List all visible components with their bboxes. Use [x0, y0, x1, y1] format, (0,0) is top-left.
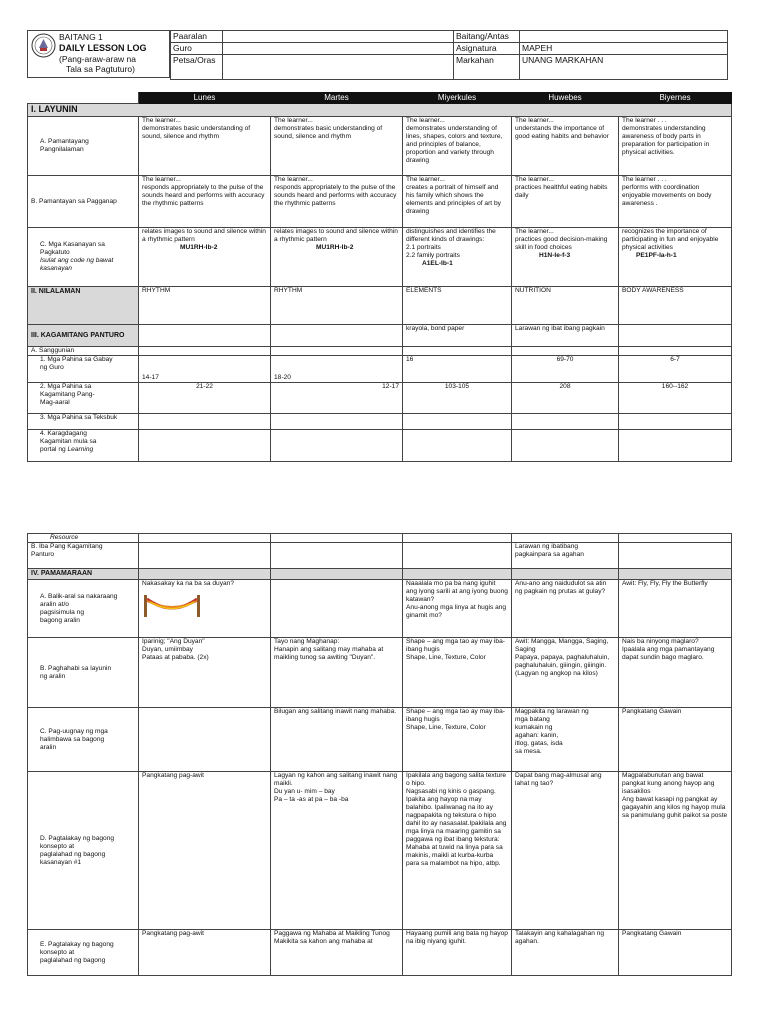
cell-kasanayan-martes — [271, 228, 403, 287]
section-pamamaraan: IV. PAMAMARAAN — [28, 569, 139, 580]
cell-balik-aral-lunes — [139, 580, 271, 638]
kasanayan-code: MU1RH-Ib-2 — [180, 244, 218, 251]
corner-cell — [28, 93, 139, 104]
cell-nilalaman-huwebes: NUTRITION — [512, 287, 619, 325]
cell-kagamitan-martes — [271, 325, 403, 347]
dll-subtitle-2: Tala sa Pagtuturo) — [66, 64, 135, 74]
cell-pamantayang-huwebes: The learner... understands the importance of good eating habits and behavior — [512, 117, 619, 176]
cell-balik-aral-biyernes: Awit: Fly, Fly, Fly the Butterfly — [619, 580, 732, 638]
cell-kagamitan-biyernes — [619, 325, 732, 347]
kasanayan-code: A1EL-Ib-1 — [422, 260, 453, 267]
label-pagtalakay-1: D. Pagtalakay ng bagong konsepto at paglalahad ng bagong kasanayan #1 — [28, 772, 139, 930]
cell-gabay-biyernes: 6-7 — [619, 356, 732, 383]
day-header-huwebes: Huwebes — [512, 93, 619, 104]
lesson-log-table-1 — [27, 92, 732, 462]
section-kagamitang-panturo: III. KAGAMITANG PANTURO — [28, 325, 139, 347]
cell-iba-pang-lunes — [139, 543, 271, 569]
cell-gabay-martes: 18-20 — [271, 356, 403, 383]
cell-pagganap-martes: The learner... responds appropriately to the pulse of the sounds heard and performs with accuracy the rhythmic patterns — [271, 176, 403, 228]
cell-pamantayang-lunes: The learner... demonstrates basic understanding of sound, silence and rhythm — [139, 117, 271, 176]
cell-nilalaman-lunes: RHYTHM — [139, 287, 271, 325]
cell-gabay-huwebes: 69-70 — [512, 356, 619, 383]
day-header-miyerkules: Miyerkules — [403, 93, 512, 104]
label-karagdagang-kagamitan — [28, 430, 139, 462]
cell-kasanayan-miyerkules — [403, 228, 512, 287]
kasanayan-label-text: C. Mga Kasanayan sa Pagkatuto — [40, 241, 105, 256]
markahan-field[interactable]: UNANG MARKAHAN — [520, 55, 728, 80]
label-pag-uugnay: C. Pag-uugnay ng mga halimbawa sa bagong aralin — [28, 708, 139, 772]
kasanayan-text: recognizes the importance of participating in fun and enjoyable physical activities — [622, 228, 719, 251]
kasanayan-text: relates images to sound and silence within a rhythmic pattern — [142, 228, 266, 243]
dll-subtitle-1: (Pang-araw-araw na — [59, 54, 137, 64]
cell-pagtalakay2-huwebes: Talakayin ang kahalagahan ng agahan. — [512, 930, 619, 976]
paaralan-label: Paaralan — [171, 31, 223, 43]
petsa-field[interactable] — [223, 55, 454, 80]
cell-kagamitan-lunes — [139, 325, 271, 347]
cell-pagganap-lunes: The learner... responds appropriately to the pulse of the sounds heard and performs with accuracy the rhythmic patterns — [139, 176, 271, 228]
deped-seal-icon — [31, 33, 56, 58]
petsa-label: Petsa/Oras — [171, 55, 223, 80]
label-resource: Resource — [28, 534, 139, 543]
lesson-log-table-2 — [27, 533, 732, 976]
dll-title: DAILY LESSON LOG — [59, 43, 147, 53]
asignatura-field[interactable]: MAPEH — [520, 43, 728, 55]
cell-gabay-lunes: 14-17 — [139, 356, 271, 383]
cell-pagtalakay2-miyerkules: Hayaang pumili ang bata ng hayop na ibig niyang iguhit. — [403, 930, 512, 976]
cell-pagtalakay1-lunes: Pangkatang pag-awit — [139, 772, 271, 930]
cell-pag-uugnay-miyerkules: Shape – ang mga tao ay may iba-ibang hugis Shape, Line, Texture, Color — [403, 708, 512, 772]
cell-pagtalakay2-lunes: Pangkatang pag-awit — [139, 930, 271, 976]
cell-pagtalakay1-biyernes: Magpalabunutan ang bawat pangkat kung anong hayop ang isasakilos Ang bawat kasapi ng pangkat ay gagayahin ang kilos ng hayop mula sa panimulang guhit paikot sa poste — [619, 772, 732, 930]
cell-iba-pang-martes — [271, 543, 403, 569]
cell-paghahabi-martes: Tayo nang Maghanap: Hanapin ang salitang may mahaba at maikling tunog sa awiting "Duyan". — [271, 638, 403, 708]
cell-pagtalakay2-biyernes: Pangkatang Gawain — [619, 930, 732, 976]
kasanayan-text: The learner... practices good decision-making skill in food choices — [515, 228, 608, 251]
markahan-label: Markahan — [454, 55, 520, 80]
kasanayan-label-note: Isulat ang code ng bawat kasanayan — [40, 257, 114, 272]
cell-kag-pang-mag-aaral-lunes: 21-22 — [139, 383, 271, 414]
label-paghahabi: B. Paghahabi sa layunin ng aralin — [28, 638, 139, 708]
section-nilalaman: II. NILALAMAN — [28, 287, 139, 325]
baitang-antas-field[interactable] — [520, 31, 728, 43]
kasanayan-code: PE1PF-Ia-h-1 — [636, 252, 677, 259]
cell-nilalaman-martes: RHYTHM — [271, 287, 403, 325]
cell-paghahabi-lunes: Iparinig; "Ang Duyan" Duyan, umiimbay Pataas at pababa. (2x) — [139, 638, 271, 708]
guro-field[interactable] — [223, 43, 454, 55]
day-header-lunes: Lunes — [139, 93, 271, 104]
cell-balik-aral-miyerkules: Naaalala mo pa ba nang iguhit ang iyong sarili at ang iyong buong katawan? Anu-anong mga linya at hugis ang ginamit mo? — [403, 580, 512, 638]
cell-gabay-miyerkules: 16 — [403, 356, 512, 383]
label-pamantayang-pangnilalaman: A. Pamantayang Pangnilalaman — [28, 117, 139, 176]
cell-kasanayan-huwebes — [512, 228, 619, 287]
label-kasanayan-sa-pagkatuto — [28, 228, 139, 287]
cell-kag-pang-mag-aaral-huwebes: 208 — [512, 383, 619, 414]
label-pamantayan-sa-pagganap: B. Pamantayan sa Pagganap — [28, 176, 139, 228]
paaralan-field[interactable] — [223, 31, 454, 43]
cell-balik-aral-martes — [271, 580, 403, 638]
cell-pagtalakay2-martes: Paggawa ng Mahaba at Maikling Tunog Makikita sa kahon ang mahaba at — [271, 930, 403, 976]
hammock-icon — [142, 591, 202, 619]
cell-balik-aral-huwebes: Anu-ano ang naidudulot sa atin ng pagkain ng prutas at gulay? — [512, 580, 619, 638]
cell-pagtalakay1-huwebes: Dapat bang mag-almusal ang lahat ng tao? — [512, 772, 619, 930]
cell-kag-pang-mag-aaral-martes: 12-17 — [271, 383, 403, 414]
cell-pag-uugnay-biyernes: Pangkatang Gawain — [619, 708, 732, 772]
kasanayan-text: distinguishes and identifies the different kinds of drawings: 2.1 portraits 2.2 family portraits — [406, 228, 496, 259]
cell-pamantayang-miyerkules: The learner... demonstrates understanding of lines, shapes, colors and texture, and principles of balance, proportion and variety through drawing — [403, 117, 512, 176]
baitang-label: BAITANG 1 — [59, 32, 103, 42]
karagdagang-text: 4. Karagdagang Kagamitan mula sa portal ng — [40, 430, 97, 453]
header-info-table — [170, 30, 728, 80]
label-iba-pang-kagamitan: B. Iba Pang Kagamitang Panturo — [28, 543, 139, 569]
cell-kagamitan-huwebes: Larawan ng ibat ibang pagkain — [512, 325, 619, 347]
cell-nilalaman-miyerkules: ELEMENTS — [403, 287, 512, 325]
cell-iba-pang-biyernes — [619, 543, 732, 569]
asignatura-label: Asignatura — [454, 43, 520, 55]
label-pahina-teksbuk: 3. Mga Pahina sa Teksbuk — [28, 414, 139, 430]
kasanayan-text: relates images to sound and silence within a rhythmic pattern — [274, 228, 398, 243]
karagdagang-italic: Learning — [67, 446, 94, 453]
label-pahina-gabay: 1. Mga Pahina sa Gabay ng Guro — [28, 356, 139, 383]
cell-pagganap-huwebes: The learner... practices healthful eating habits daily — [512, 176, 619, 228]
cell-pamantayang-biyernes: The learner . . . demonstrates understanding awareness of body parts in preparation for participation in physical activities. — [619, 117, 732, 176]
cell-kag-pang-mag-aaral-biyernes: 160--162 — [619, 383, 732, 414]
cell-pag-uugnay-lunes — [139, 708, 271, 772]
day-header-biyernes: Biyernes — [619, 93, 732, 104]
label-sanggunian: A. Sanggunian — [28, 347, 139, 356]
cell-iba-pang-miyerkules — [403, 543, 512, 569]
cell-pag-uugnay-huwebes: Magpakita ng larawan ng mga batang kumakain ng agahan: kanin, itlog, gatas, isda sa mesa. — [512, 708, 619, 772]
cell-pag-uugnay-martes: Bilugan ang salitang inawit nang mahaba. — [271, 708, 403, 772]
cell-kasanayan-lunes — [139, 228, 271, 287]
guro-label: Guro — [171, 43, 223, 55]
cell-pagganap-miyerkules: The learner... creates a portrait of himself and his family which shows the elements and principles of art by drawing — [403, 176, 512, 228]
label-pagtalakay-2: E. Pagtalakay ng bagong konsepto at paglalahad ng bagong — [28, 930, 139, 976]
label-balik-aral: A. Balik-aral sa nakaraang aralin at/o pagsisimula ng bagong aralin — [28, 580, 139, 638]
label-pahina-kagamitan: 2. Mga Pahina sa Kagamitang Pang- Mag-aaral — [28, 383, 139, 414]
cell-pagtalakay1-martes: Lagyan ng kahon ang salitang inawit nang maikli. Du yan u- mim – bay Pa – ta -as at pa – ba -ba — [271, 772, 403, 930]
cell-iba-pang-huwebes: Larawan ng ibatibang pagkainpara sa agahan — [512, 543, 619, 569]
cell-kasanayan-biyernes — [619, 228, 732, 287]
cell-pagtalakay1-miyerkules: Ipakilala ang bagong salita texture o hipo. Nagsasabi ng kinis o gaspang. Ipakita ang hayop na may balahibo. Ipaliwanag na ito ay nagpapakita ng tekstura o hipo dahil ito ay nasasalat.Ipakilala ang mga linya na maaring gamitin sa paggawa ng ibat ibang tekstura: Mahaba at tuwid na linya para sa makinis, maikli at kurba-kurba para sa malambot na hipo, atbp. — [403, 772, 512, 930]
cell-kag-pang-mag-aaral-miyerkules: 103-105 — [403, 383, 512, 414]
cell-nilalaman-biyernes: BODY AWARENESS — [619, 287, 732, 325]
cell-paghahabi-biyernes: Nais ba ninyong maglaro? Ipaalala ang mga pamantayang dapat sundin bago maglaro. — [619, 638, 732, 708]
cell-paghahabi-miyerkules: Shape – ang mga tao ay may iba-ibang hugis Shape, Line, Texture, Color — [403, 638, 512, 708]
kasanayan-code: MU1RH-Ib-2 — [316, 244, 354, 251]
cell-kagamitan-miyerkules: krayola, bond paper — [403, 325, 512, 347]
baitang-antas-label: Baitang/Antas — [454, 31, 520, 43]
cell-paghahabi-huwebes: Awit: Mangga, Mangga, Saging, Saging Papaya, papaya, paghaluhaluin, paghaluhaluin, giiingin, giiingin.(Lagyan ng angkop na kilos) — [512, 638, 619, 708]
section-layunin: I. LAYUNIN — [28, 104, 732, 117]
cell-pagganap-biyernes: The learner . . . performs with coordination enjoyable movements on body awareness . — [619, 176, 732, 228]
balik-aral-text: Nakasakay ka na ba sa duyan? — [142, 580, 235, 587]
kasanayan-code: H1N-Ie-f-3 — [539, 252, 571, 259]
day-header-martes: Martes — [271, 93, 403, 104]
cell-pamantayang-martes: The learner... demonstrates basic understanding of sound, silence and rhythm — [271, 117, 403, 176]
